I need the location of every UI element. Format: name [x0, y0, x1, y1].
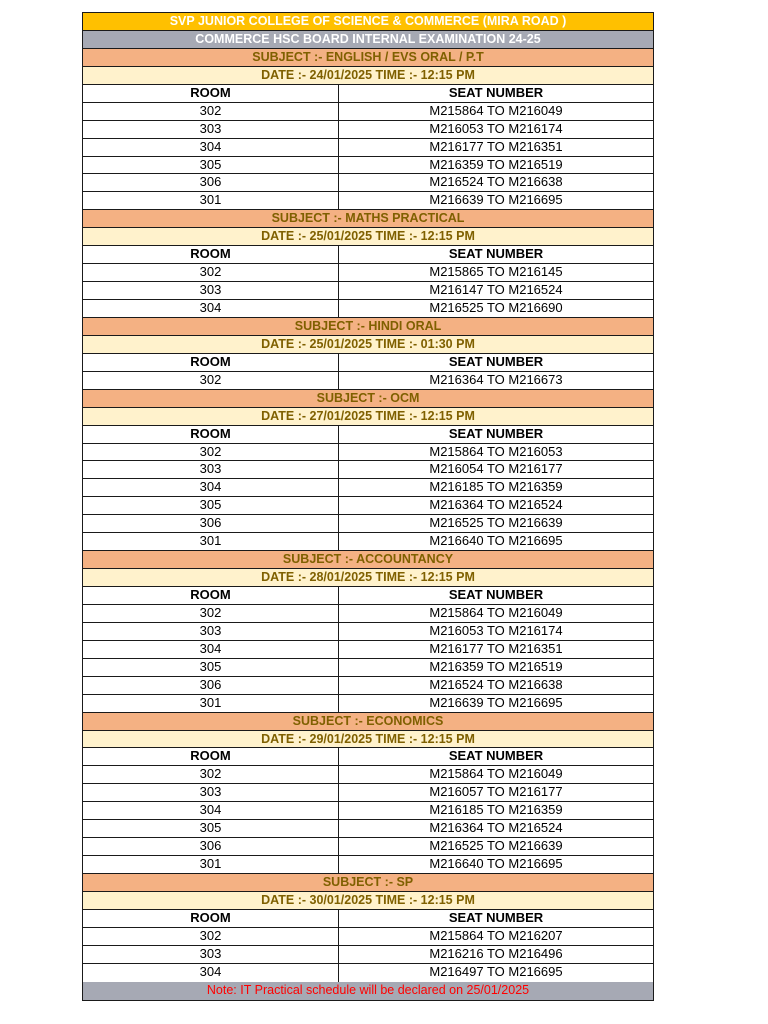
room-cell: 301 [83, 533, 339, 550]
room-cell: 304 [83, 139, 339, 156]
table-row [83, 139, 653, 157]
subject-label: SUBJECT :- ENGLISH / EVS ORAL / P.T [252, 49, 484, 64]
seat-range-cell: M216053 TO M216174 [429, 622, 563, 638]
room-cell: 304 [83, 641, 339, 658]
seat-range-cell: M215864 TO M216049 [429, 766, 563, 782]
table-row [83, 174, 653, 192]
seat-range-cell: M216640 TO M216695 [429, 856, 563, 872]
table-row [83, 497, 653, 515]
exam-title-row [83, 31, 653, 49]
seat-range-cell: M216525 TO M216690 [429, 300, 563, 315]
table-row [83, 784, 653, 802]
room-column-header: ROOM [83, 587, 339, 604]
table-row [83, 838, 653, 856]
seat-number-column-header: SEAT NUMBER [448, 246, 544, 262]
seat-number-column-header: SEAT NUMBER [448, 909, 544, 925]
column-header-row [83, 426, 653, 444]
table-row [83, 157, 653, 175]
seat-range-cell: M215865 TO M216145 [429, 264, 563, 280]
exam-title: COMMERCE HSC BOARD INTERNAL EXAMINATION 24-25 [195, 31, 541, 46]
table-row [83, 264, 653, 282]
date-row [83, 228, 653, 246]
room-cell: 305 [83, 820, 339, 837]
date-row [83, 67, 653, 85]
room-cell: 303 [83, 946, 339, 963]
column-header-row [83, 85, 653, 103]
room-column-header: ROOM [83, 354, 339, 371]
table-row [83, 533, 653, 551]
room-cell: 305 [83, 659, 339, 676]
room-cell: 305 [83, 157, 339, 174]
room-cell: 302 [83, 103, 339, 120]
table-row [83, 820, 653, 838]
seat-range-cell: M216359 TO M216519 [429, 156, 563, 172]
column-header-row [83, 587, 653, 605]
table-row [83, 444, 653, 462]
college-title: SVP JUNIOR COLLEGE OF SCIENCE & COMMERCE (MIRA ROAD ) [169, 14, 567, 28]
date-time-label: DATE :- 25/01/2025 TIME :- 01:30 PM [261, 336, 475, 351]
date-time-label: DATE :- 27/01/2025 TIME :- 12:15 PM [261, 408, 475, 423]
seat-number-column-header: SEAT NUMBER [448, 587, 544, 602]
seat-number-column-header: SEAT NUMBER [448, 353, 544, 369]
seat-range-cell: M216364 TO M216524 [429, 497, 563, 513]
seat-range-cell: M216364 TO M216524 [429, 820, 563, 836]
subject-row [83, 390, 653, 408]
room-cell: 301 [83, 192, 339, 209]
subject-row [83, 210, 653, 228]
column-header-row [83, 354, 653, 372]
date-row [83, 408, 653, 426]
seat-range-cell: M216524 TO M216638 [429, 676, 563, 692]
seat-range-cell: M216524 TO M216638 [429, 174, 563, 190]
seat-range-cell: M216185 TO M216359 [429, 479, 563, 495]
seat-number-column-header: SEAT NUMBER [448, 84, 544, 100]
note-row [83, 982, 653, 1000]
seat-range-cell: M215864 TO M216053 [429, 443, 563, 459]
room-cell: 301 [83, 695, 339, 712]
date-time-label: DATE :- 24/01/2025 TIME :- 12:15 PM [261, 67, 475, 82]
seat-range-cell: M216177 TO M216351 [429, 138, 563, 154]
seat-range-cell: M215864 TO M216049 [429, 604, 563, 620]
date-row [83, 731, 653, 749]
subject-label: SUBJECT :- ACCOUNTANCY [282, 552, 454, 567]
room-column-header: ROOM [83, 426, 339, 443]
room-cell: 302 [83, 928, 339, 945]
room-cell: 306 [83, 677, 339, 694]
subject-row [83, 318, 653, 336]
subject-label: SUBJECT :- SP [322, 875, 414, 889]
room-column-header: ROOM [83, 748, 339, 765]
room-cell: 304 [83, 802, 339, 819]
room-cell: 302 [83, 444, 339, 461]
table-row [83, 605, 653, 623]
subject-row [83, 49, 653, 67]
room-cell: 302 [83, 264, 339, 281]
table-row [83, 928, 653, 946]
room-cell: 304 [83, 479, 339, 496]
room-column-header: ROOM [83, 910, 339, 927]
subject-label: SUBJECT :- HINDI ORAL [294, 318, 442, 333]
date-row [83, 336, 653, 354]
table-row [83, 964, 653, 982]
seat-range-cell: M216525 TO M216639 [429, 515, 563, 531]
seat-range-cell: M216525 TO M216639 [429, 838, 563, 854]
table-row [83, 946, 653, 964]
room-column-header: ROOM [83, 246, 339, 263]
room-cell: 304 [83, 964, 339, 982]
seat-range-cell: M216185 TO M216359 [429, 802, 563, 818]
table-row [83, 372, 653, 390]
seat-range-cell: M216639 TO M216695 [429, 192, 563, 208]
seat-range-cell: M216054 TO M216177 [429, 461, 563, 477]
exam-schedule-table [82, 12, 654, 1001]
subject-label: SUBJECT :- OCM [316, 390, 420, 405]
column-header-row [83, 246, 653, 264]
table-row [83, 282, 653, 300]
table-row [83, 856, 653, 874]
subject-label: SUBJECT :- ECONOMICS [292, 713, 444, 728]
subject-row [83, 713, 653, 731]
table-row [83, 659, 653, 677]
seat-range-cell: M216147 TO M216524 [429, 282, 563, 298]
room-column-header: ROOM [83, 85, 339, 102]
seat-range-cell: M215864 TO M216207 [429, 927, 563, 943]
date-time-label: DATE :- 28/01/2025 TIME :- 12:15 PM [261, 570, 475, 585]
date-row [83, 892, 653, 910]
subject-row [83, 551, 653, 569]
seat-range-cell: M216216 TO M216496 [429, 945, 563, 961]
college-title-row [83, 13, 653, 31]
room-cell: 302 [83, 372, 339, 389]
room-cell: 302 [83, 766, 339, 783]
table-row [83, 515, 653, 533]
room-cell: 305 [83, 497, 339, 514]
subject-label: SUBJECT :- MATHS PRACTICAL [271, 211, 465, 226]
table-row [83, 461, 653, 479]
room-cell: 306 [83, 515, 339, 532]
seat-range-cell: M216359 TO M216519 [429, 658, 563, 674]
date-time-label: DATE :- 30/01/2025 TIME :- 12:15 PM [261, 892, 475, 907]
table-row [83, 695, 653, 713]
table-row [83, 641, 653, 659]
room-cell: 303 [83, 121, 339, 138]
table-row [83, 300, 653, 318]
table-row [83, 103, 653, 121]
seat-range-cell: M216639 TO M216695 [429, 694, 563, 710]
date-row [83, 569, 653, 587]
table-row [83, 766, 653, 784]
date-time-label: DATE :- 29/01/2025 TIME :- 12:15 PM [261, 731, 475, 746]
room-cell: 304 [83, 300, 339, 317]
seat-range-cell: M216053 TO M216174 [429, 120, 563, 136]
room-cell: 306 [83, 838, 339, 855]
seat-range-cell: M215864 TO M216049 [429, 102, 563, 118]
table-row [83, 121, 653, 139]
table-row [83, 677, 653, 695]
seat-range-cell: M216497 TO M216695 [429, 963, 563, 979]
date-time-label: DATE :- 25/01/2025 TIME :- 12:15 PM [261, 229, 475, 244]
room-cell: 303 [83, 461, 339, 478]
column-header-row [83, 748, 653, 766]
room-cell: 303 [83, 784, 339, 801]
room-cell: 302 [83, 605, 339, 622]
table-row [83, 802, 653, 820]
note-text: Note: IT Practical schedule will be declared on 25/01/2025 [206, 982, 530, 997]
table-row [83, 623, 653, 641]
seat-range-cell: M216364 TO M216673 [429, 371, 563, 387]
seat-number-column-header: SEAT NUMBER [448, 425, 544, 441]
seat-number-column-header: SEAT NUMBER [448, 748, 544, 764]
seat-range-cell: M216177 TO M216351 [429, 640, 563, 656]
seat-range-cell: M216640 TO M216695 [429, 533, 563, 549]
seat-range-cell: M216057 TO M216177 [429, 784, 563, 800]
room-cell: 303 [83, 282, 339, 299]
room-cell: 301 [83, 856, 339, 873]
column-header-row [83, 910, 653, 928]
sessions-container [83, 49, 653, 982]
subject-row [83, 874, 653, 892]
table-row [83, 192, 653, 210]
table-row [83, 479, 653, 497]
room-cell: 303 [83, 623, 339, 640]
room-cell: 306 [83, 174, 339, 191]
